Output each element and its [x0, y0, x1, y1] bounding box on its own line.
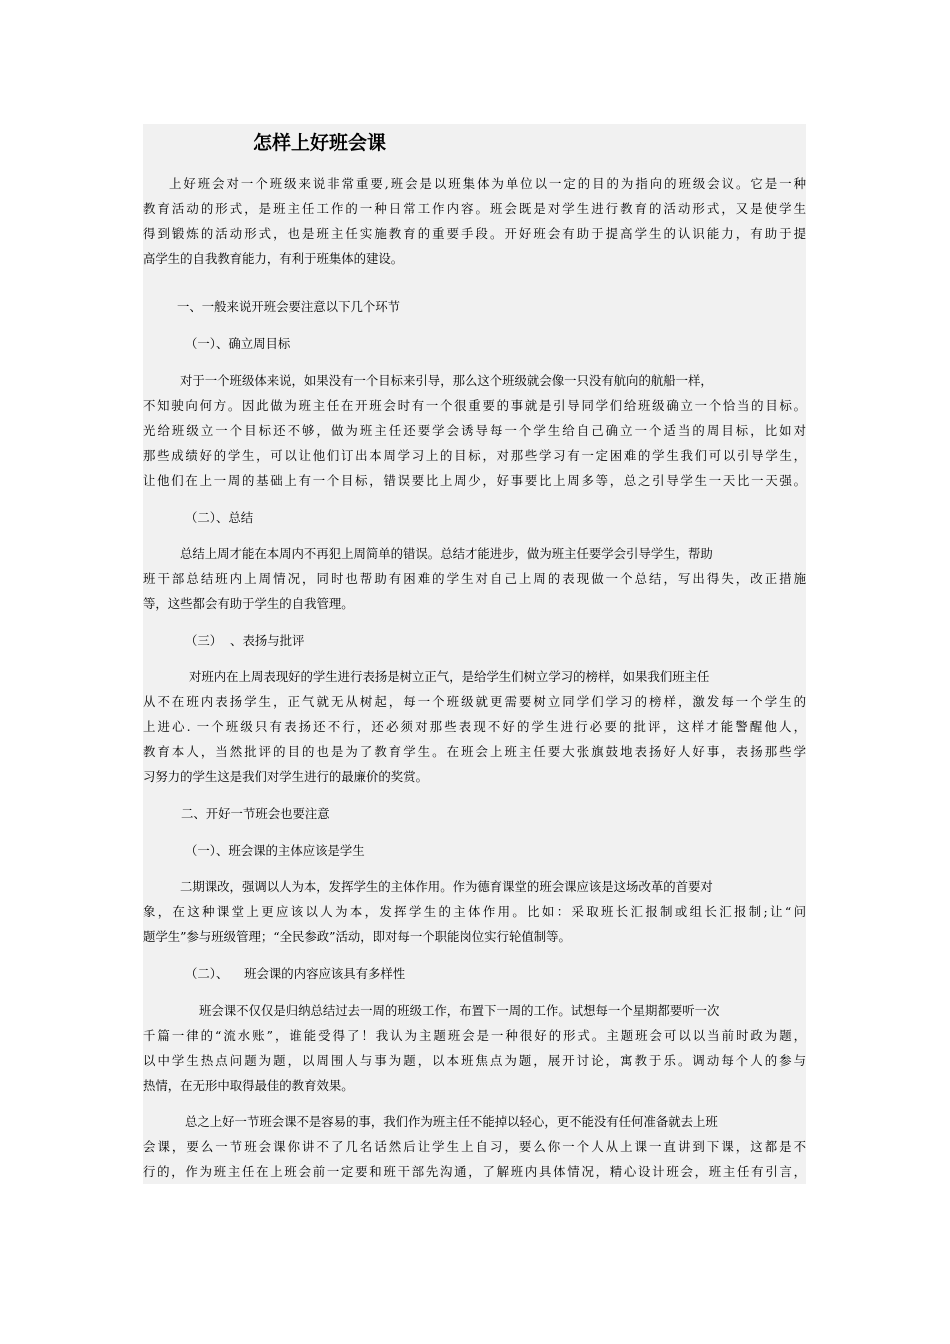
- paragraph-line: 班干部总结班内上周情况，同时也帮助有困难的学生对自己上周的表现做一个总结，写出得失，改正措施: [143, 571, 806, 586]
- paragraph-line: 行的，作为班主任在上班会前一定要和班干部先沟通，了解班内具体情况，精心设计班会，班主任有引言，: [143, 1164, 806, 1179]
- paragraph-line: 不知驶向何方。因此做为班主任在开班会时有一个很重要的事就是引导同学们给班级确立一个恰当的目标。: [143, 398, 806, 413]
- subsection-heading: （三） 、表扬与批评: [185, 633, 305, 648]
- paragraph-line: 那些成绩好的学生，可以让他们订出本周学习上的目标，对那些学习有一定困难的学生我们可以引导学生，: [143, 448, 806, 463]
- paragraph-line: 让他们在上一周的基础上有一个目标，错误要比上周少，好事要比上周多等，总之引导学生一天比一天强。: [143, 473, 806, 488]
- paragraph-line: 以中学生热点问题为题，以周围人与事为题，以本班焦点为题，展开讨论，寓教于乐。调动每个人的参与: [143, 1053, 806, 1068]
- paragraph-line: 象，在这种课堂上更应该以人为本，发挥学生的主体作用。比如：采取班长汇报制或组长汇报制;让“问: [143, 904, 806, 919]
- section-heading: 二、开好一节班会也要注意: [181, 806, 330, 821]
- paragraph-line: 千篇一律的“流水账”，谁能受得了！我认为主题班会是一种很好的形式。主题班会可以以当前时政为题，: [143, 1028, 806, 1043]
- paragraph-line: 对班内在上周表现好的学生进行表扬是树立正气，是给学生们树立学习的榜样，如果我们班主任: [189, 669, 710, 684]
- subsection-heading: （二）、总结: [185, 510, 254, 525]
- intro-line: 教育活动的形式，是班主任工作的一种日常工作内容。班会既是对学生进行教育的活动形式，又是使学生: [143, 201, 806, 216]
- document-page: [143, 124, 806, 1184]
- intro-line: 高学生的自我教育能力，有利于班集体的建设。: [143, 251, 404, 266]
- paragraph-line: 光给班级立一个目标还不够，做为班主任还要学会诱导每一个学生给自己确立一个适当的周目标，比如对: [143, 423, 806, 438]
- paragraph-line: 题学生”参与班级管理；“全民参政”活动，即对每一个职能岗位实行轮值制等。: [143, 929, 571, 944]
- paragraph-line: 二期课改，强调以人为本，发挥学生的主体作用。作为德育课堂的班会课应该是这场改革的首要对: [180, 879, 713, 894]
- paragraph-line: 总结上周才能在本周内不再犯上周简单的错误。总结才能进步，做为班主任要学会引导学生，帮助: [180, 546, 713, 561]
- paragraph-line: 会课，要么一节班会课你讲不了几名话然后让学生上自习，要么你一个人从上课一直讲到下课，这都是不: [143, 1139, 806, 1154]
- document-title: 怎样上好班会课: [253, 132, 387, 154]
- paragraph-line: 班会课不仅仅是归纳总结过去一周的班级工作，布置下一周的工作。试想每一个星期都要听一次: [199, 1003, 720, 1018]
- paragraph-line: 总之上好一节班会课不是容易的事，我们作为班主任不能掉以轻心，更不能没有任何准备就去上班: [185, 1114, 718, 1129]
- intro-line: 得到锻炼的活动形式，也是班主任实施教育的重要手段。开好班会有助于提高学生的认识能力，有助于提: [143, 226, 806, 241]
- subsection-heading: （一）、班会课的主体应该是学生: [185, 843, 365, 858]
- paragraph-line: 习努力的学生这是我们对学生进行的最廉价的奖赏。: [143, 769, 428, 784]
- paragraph-line: 等，这些都会有助于学生的自我管理。: [143, 596, 354, 611]
- paragraph-line: 热情，在无形中取得最佳的教育效果。: [143, 1078, 354, 1093]
- paragraph-line: 上进心. 一个班级只有表扬还不行，还必须对那些表现不好的学生进行必要的批评，这样才能警醒他人，: [143, 719, 806, 734]
- paragraph-line: 对于一个班级体来说，如果没有一个目标来引导，那么这个班级就会像一只没有航向的航船一样，: [180, 373, 713, 388]
- paragraph-line: 教育本人，当然批评的目的也是为了教育学生。在班会上班主任要大张旗鼓地表扬好人好事，表扬那些学: [143, 744, 806, 759]
- section-heading: 一、一般来说开班会要注意以下几个环节: [177, 299, 401, 314]
- paragraph-line: 从不在班内表扬学生，正气就无从树起，每一个班级就更需要树立同学们学习的榜样，激发每一个学生的: [143, 694, 806, 709]
- intro-line: 上好班会对一个班级来说非常重要,班会是以班集体为单位以一定的目的为指向的班级会议。它是一种: [169, 176, 806, 191]
- subsection-heading: （二）、 班会课的内容应该具有多样性: [185, 966, 406, 981]
- subsection-heading: （一）、确立周目标: [185, 336, 291, 351]
